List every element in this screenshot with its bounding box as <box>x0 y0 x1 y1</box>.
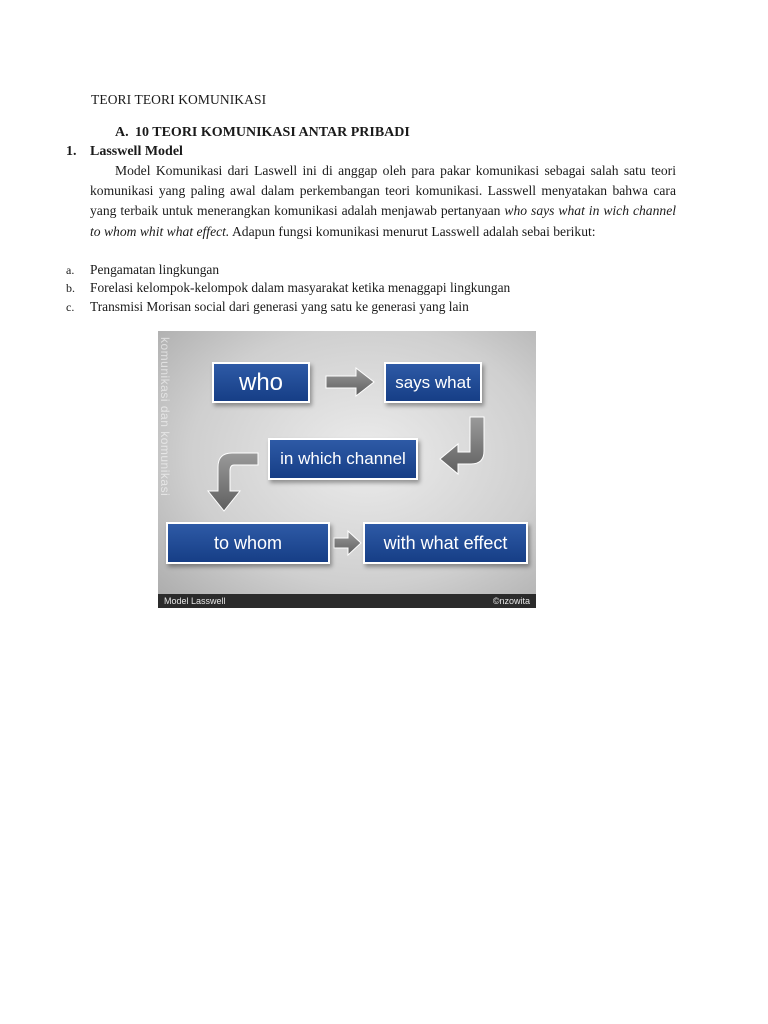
function-list <box>66 261 510 316</box>
list-item <box>66 298 510 316</box>
box-who: who <box>212 362 310 403</box>
list-marker: c. <box>66 299 75 314</box>
paragraph-italic-question: who says what in wich channel to whom whit what effect. <box>90 203 677 239</box>
section-heading <box>115 125 410 141</box>
paragraph-text-after: Adapun fungsi komunikasi menurut Lasswell adalah sebai berikut: <box>229 223 596 239</box>
section-marker: A. <box>115 125 129 140</box>
item-heading-text: Lasswell Model <box>90 144 183 159</box>
list-marker: a. <box>66 263 75 277</box>
list-item-text: Forelasi kelompok-kelompok dalam masyarakat ketika menaggapi lingkungan <box>90 280 511 296</box>
arrow-right-icon <box>326 368 374 396</box>
section-heading-text: 10 TEORI KOMUNIKASI ANTAR PRIBADI <box>135 125 410 140</box>
lasswell-model-figure <box>158 331 536 608</box>
paragraph-text-before: Model Komunikasi dari Laswell ini di anggap oleh para pakar komunikasi sebagai salah satu teori komunikasi yang paling awal dalam perkembangan teori komunikasi. Lasswell menyatakan bahwa cara yang terbaik untuk menerangkan komunikasi adalah menjawab pertanyaan <box>90 163 676 219</box>
page-title: TEORI TEORI KOMUNIKASI <box>91 92 267 107</box>
box-says-what: says what <box>384 362 482 403</box>
list-item <box>66 279 510 297</box>
item-heading <box>66 144 183 160</box>
box-with-what-effect: with what effect <box>363 522 528 564</box>
arrow-curve-left-icon <box>440 417 484 474</box>
arrow-curve-down-icon <box>208 453 258 511</box>
item-number: 1. <box>66 144 77 159</box>
list-marker: b. <box>66 281 75 296</box>
box-in-which-channel: in which channel <box>268 438 418 480</box>
list-item-text: Transmisi Morisan social dari generasi yang satu ke generasi yang lain <box>90 298 469 314</box>
box-to-whom: to whom <box>166 522 330 564</box>
figure-caption-bar <box>158 594 536 608</box>
figure-credit: ©nzowita <box>492 596 530 606</box>
list-item <box>66 261 510 279</box>
arrow-right-icon <box>334 531 361 555</box>
figure-watermark: komunikasi dan komunikasi <box>158 337 172 497</box>
list-item-text: Pengamatan lingkungan <box>90 262 220 277</box>
body-paragraph <box>90 161 676 242</box>
figure-caption: Model Lasswell <box>164 596 226 606</box>
